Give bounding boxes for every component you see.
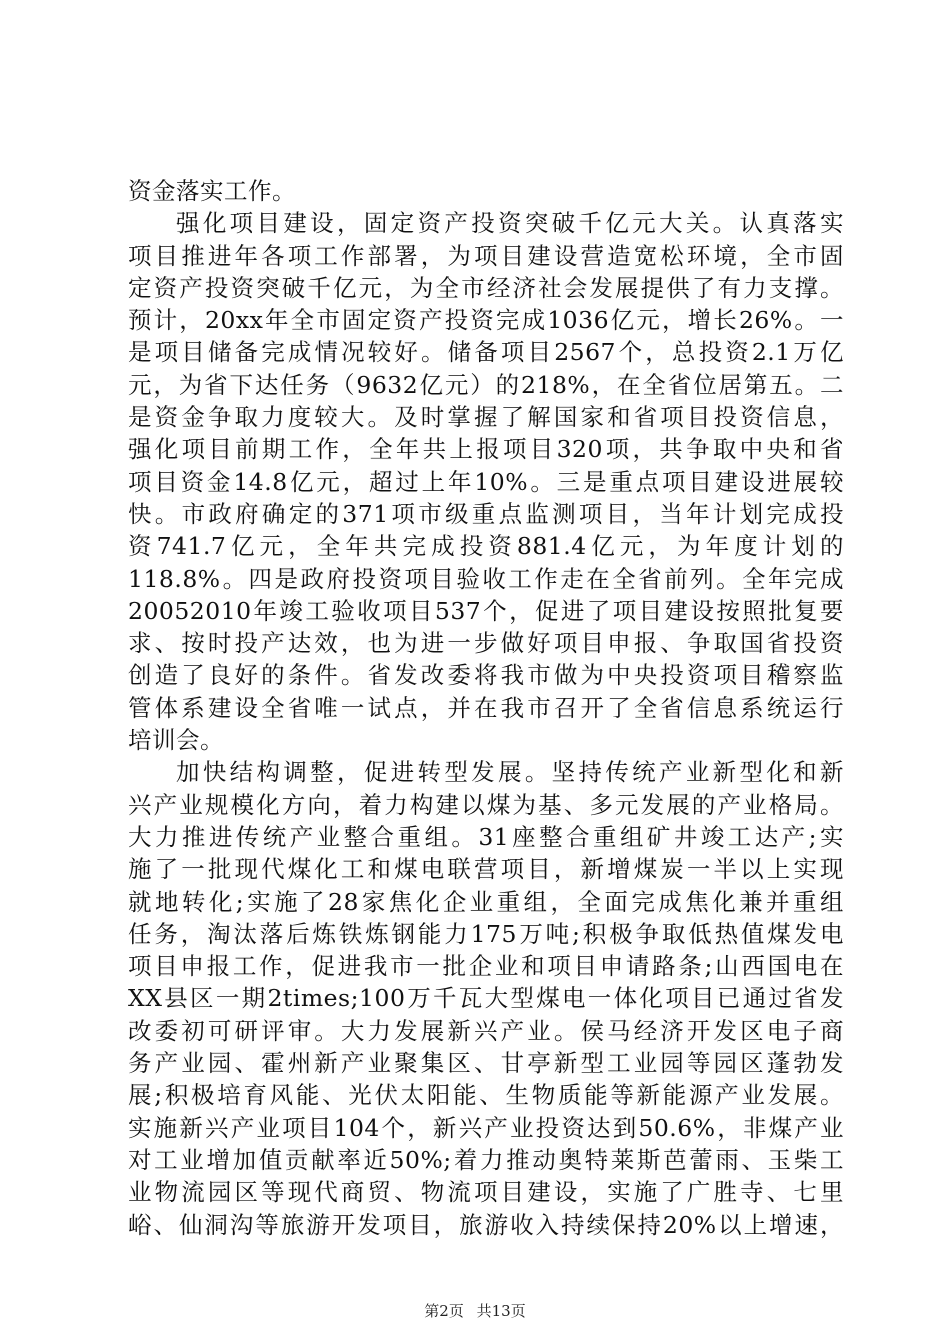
text-line: 创造了良好的条件。省发改委将我市做为中央投资项目稽察监 bbox=[128, 661, 844, 690]
text-line: 实施新兴产业项目104个，新兴产业投资达到50.6%，非煤产业 bbox=[128, 1113, 844, 1142]
text-line: 求、按时投产达效，也为进一步做好项目申报、争取国省投资 bbox=[128, 629, 844, 658]
document-body bbox=[128, 175, 844, 1241]
text-line: 加快结构调整，促进转型发展。坚持传统产业新型化和新 bbox=[176, 758, 844, 787]
text-line: 118.8%。四是政府投资项目验收工作走在全省前列。全年完成 bbox=[128, 564, 844, 593]
text-line: 兴产业规模化方向，着力构建以煤为基、多元发展的产业格局。 bbox=[128, 790, 844, 819]
text-line: 预计，20xx年全市固定资产投资完成1036亿元，增长26%。一 bbox=[128, 306, 844, 335]
text-line: 快。市政府确定的371项市级重点监测项目，当年计划完成投 bbox=[128, 499, 844, 528]
text-line: 元，为省下达任务（9632亿元）的218%，在全省位居第五。二 bbox=[128, 370, 844, 399]
text-line: 峪、仙洞沟等旅游开发项目，旅游收入持续保持20%以上增速， bbox=[128, 1210, 844, 1239]
text-line: 培训会。 bbox=[128, 726, 224, 755]
text-line: 就地转化;实施了28家焦化企业重组，全面完成焦化兼并重组 bbox=[128, 887, 844, 916]
text-line: 资741.7亿元，全年共完成投资881.4亿元，为年度计划的 bbox=[128, 532, 844, 561]
text-line: 改委初可研评审。大力发展新兴产业。侯马经济开发区电子商 bbox=[128, 1016, 844, 1045]
text-line: 强化项目建设，固定资产投资突破千亿元大关。认真落实 bbox=[176, 209, 844, 238]
text-line: 大力推进传统产业整合重组。31座整合重组矿井竣工达产;实 bbox=[128, 822, 844, 851]
text-line: 务产业园、霍州新产业聚集区、甘亭新型工业园等园区蓬勃发 bbox=[128, 1049, 844, 1078]
text-line: 是项目储备完成情况较好。储备项目2567个，总投资2.1万亿 bbox=[128, 338, 844, 367]
page-total: 共13页 bbox=[476, 1302, 526, 1320]
text-line: 项目推进年各项工作部署，为项目建设营造宽松环境，全市固 bbox=[128, 241, 844, 270]
text-line: 展;积极培育风能、光伏太阳能、生物质能等新能源产业发展。 bbox=[128, 1081, 844, 1110]
page-number: 第2页 bbox=[424, 1302, 464, 1320]
text-line: 20052010年竣工验收项目537个，促进了项目建设按照批复要 bbox=[128, 596, 844, 625]
page-footer bbox=[0, 1300, 950, 1321]
text-line: 对工业增加值贡献率近50%;着力推动奥特莱斯芭蕾雨、玉柴工 bbox=[128, 1145, 844, 1174]
text-line: 项目申报工作，促进我市一批企业和项目申请路条;山西国电在 bbox=[128, 952, 844, 981]
text-line: 强化项目前期工作，全年共上报项目320项，共争取中央和省 bbox=[128, 435, 844, 464]
text-line: 管体系建设全省唯一试点，并在我市召开了全省信息系统运行 bbox=[128, 693, 844, 722]
text-line: 是资金争取力度较大。及时掌握了解国家和省项目投资信息， bbox=[128, 403, 844, 432]
text-line: 项目资金14.8亿元，超过上年10%。三是重点项目建设进展较 bbox=[128, 467, 844, 496]
text-line: 任务，淘汰落后炼铁炼钢能力175万吨;积极争取低热值煤发电 bbox=[128, 919, 844, 948]
text-line: 资金落实工作。 bbox=[128, 177, 296, 205]
text-line: XX县区一期2times;100万千瓦大型煤电一体化项目已通过省发 bbox=[128, 984, 844, 1013]
text-line: 定资产投资突破千亿元，为全市经济社会发展提供了有力支撑。 bbox=[128, 273, 844, 302]
text-line: 业物流园区等现代商贸、物流项目建设，实施了广胜寺、七里 bbox=[128, 1178, 844, 1207]
text-line: 施了一批现代煤化工和煤电联营项目，新增煤炭一半以上实现 bbox=[128, 855, 844, 884]
